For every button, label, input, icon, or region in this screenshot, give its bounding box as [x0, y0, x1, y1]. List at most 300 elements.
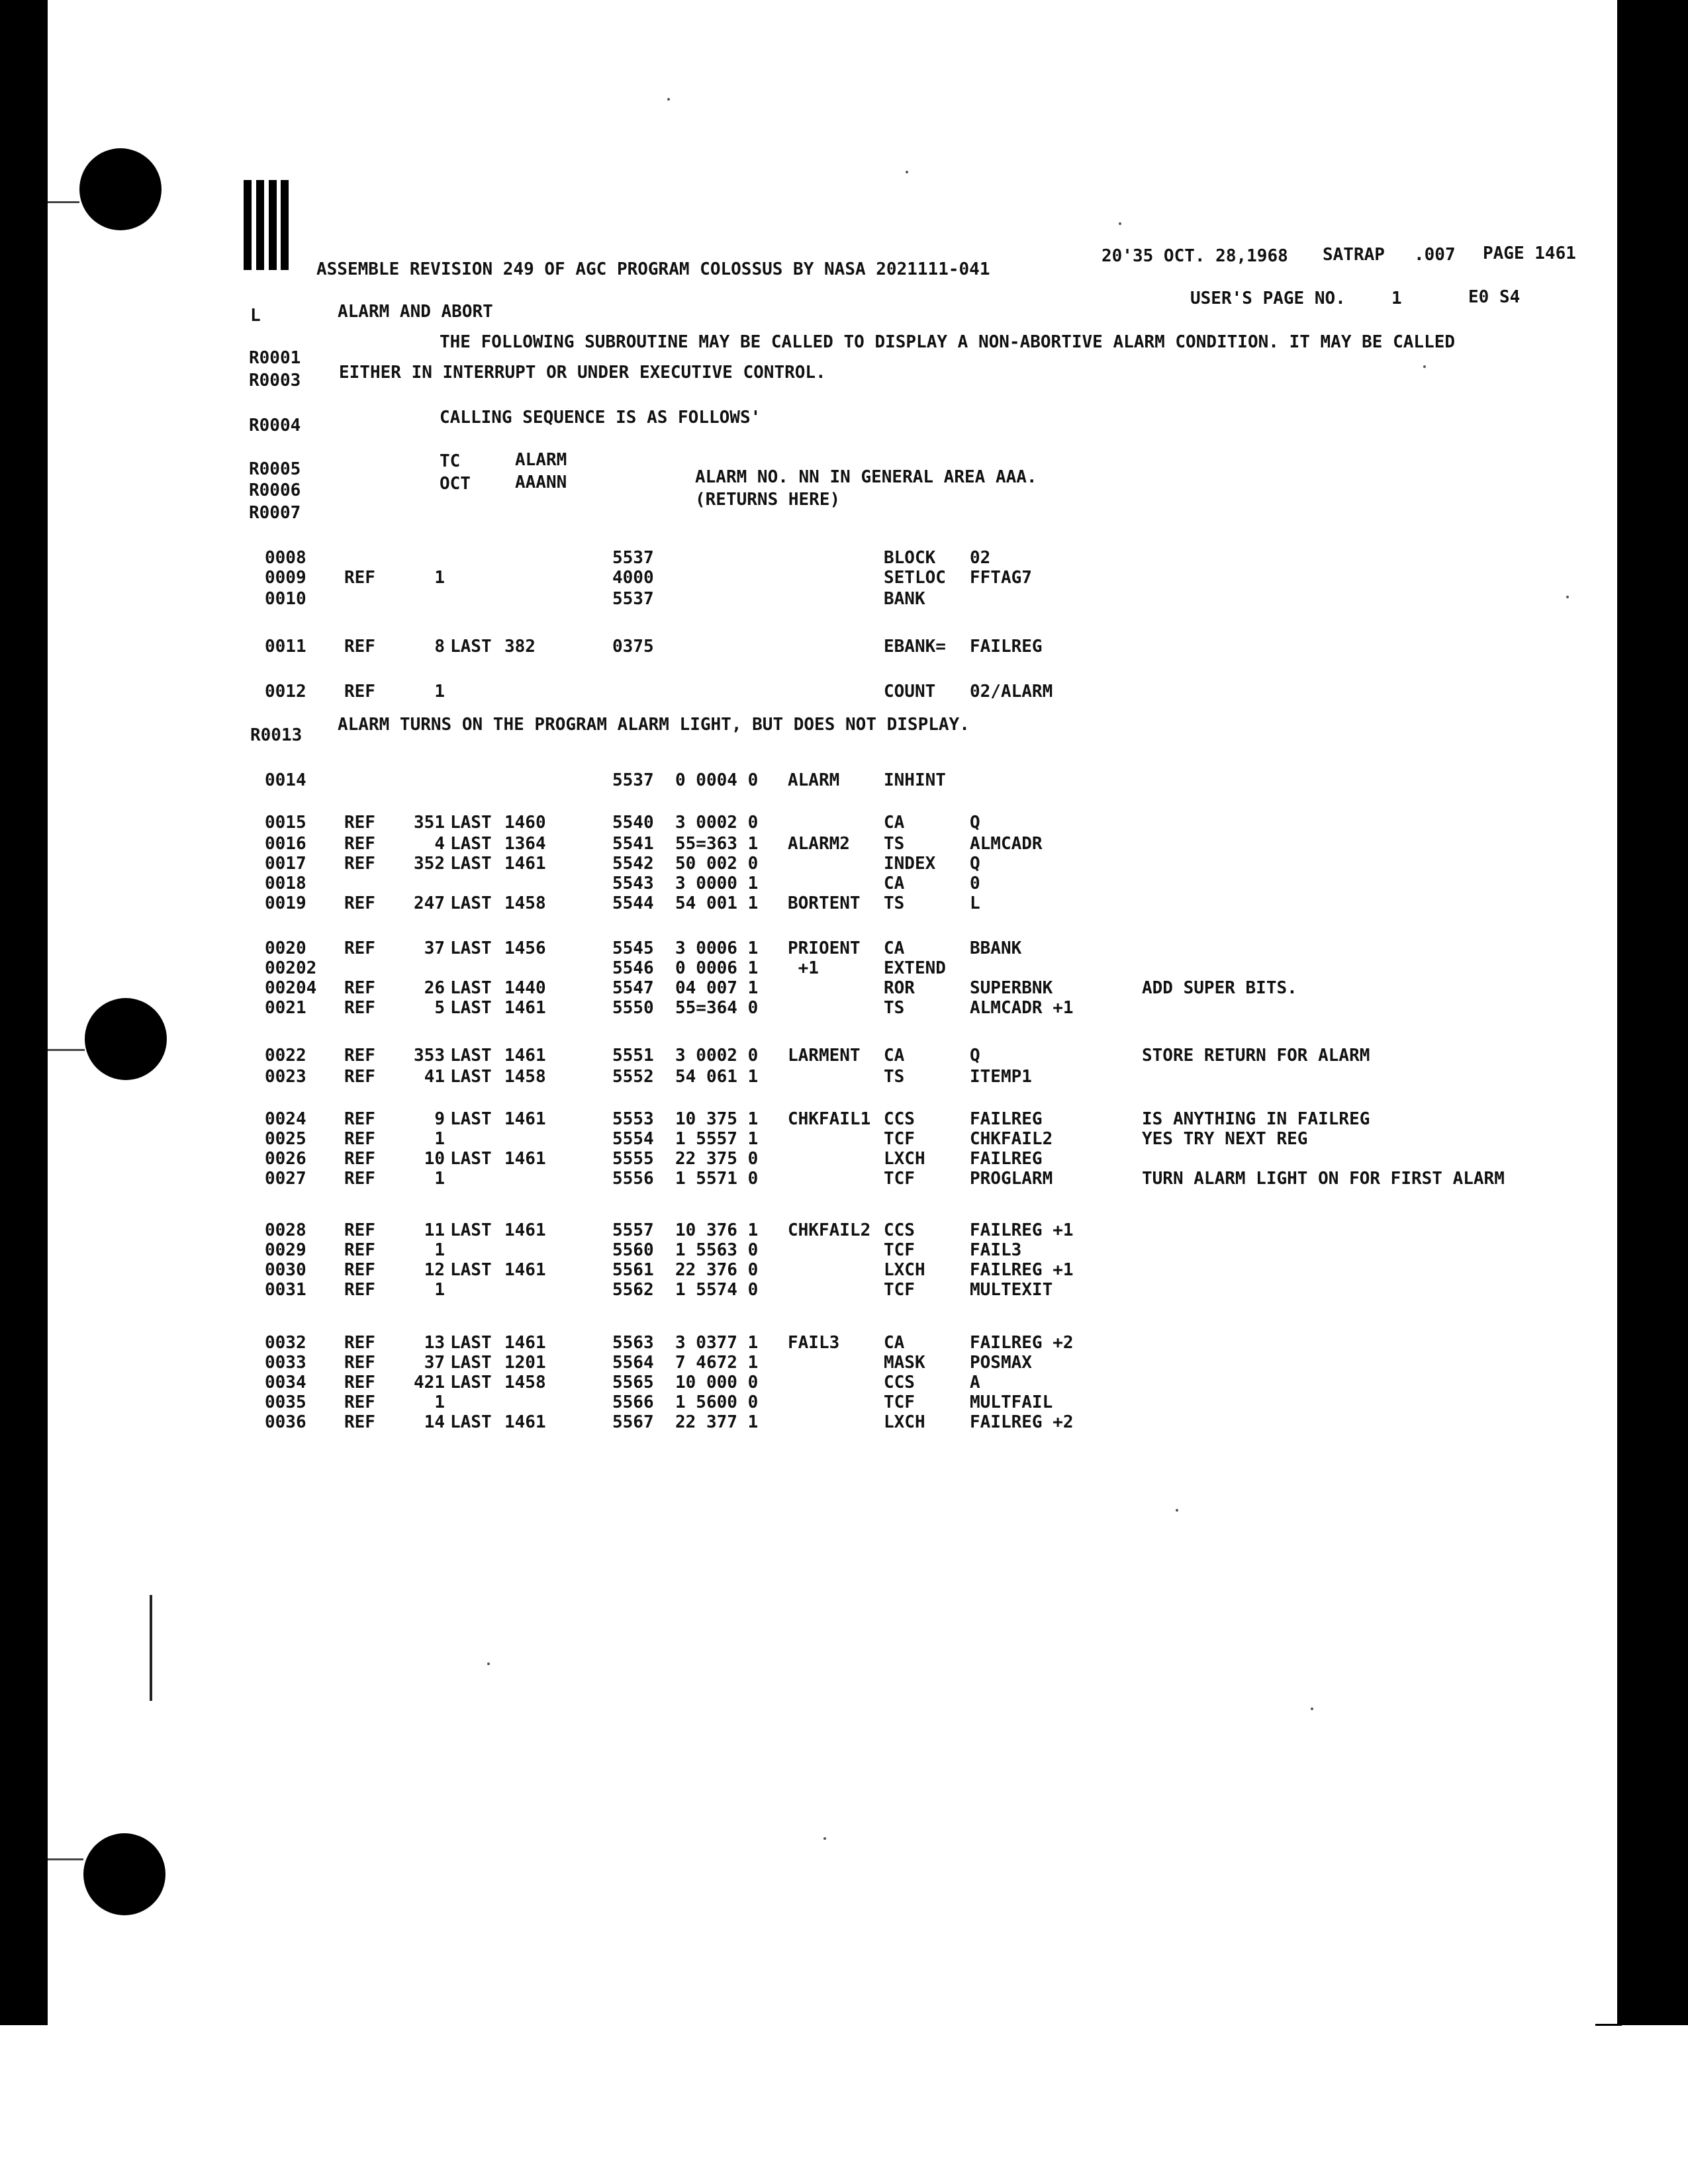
listing-op: EXTEND — [884, 958, 946, 978]
listing-row — [0, 682, 1688, 704]
listing-op: TS — [884, 998, 905, 1018]
listing-word: 04 007 1 — [675, 978, 759, 998]
listing-seq: 0017 — [265, 854, 306, 874]
listing-op: BANK — [884, 589, 925, 609]
listing-last: LAST — [450, 1220, 492, 1240]
listing-operand: BBANK — [970, 938, 1022, 958]
listing-seq: 0011 — [265, 637, 306, 657]
listing-row — [0, 1046, 1688, 1068]
listing-last: LAST — [450, 854, 492, 874]
listing-row — [0, 874, 1688, 896]
listing-row — [0, 1373, 1688, 1395]
punch-line-bottom — [48, 1858, 83, 1860]
listing-refn: 1 — [434, 568, 445, 588]
listing-version: .007 — [1414, 245, 1456, 265]
listing-last: LAST — [450, 998, 492, 1018]
listing-op: INDEX — [884, 854, 936, 874]
listing-comment: TURN ALARM LIGHT ON FOR FIRST ALARM — [1142, 1169, 1505, 1189]
listing-row — [0, 548, 1688, 570]
listing-lastn: 1461 — [504, 1333, 546, 1353]
listing-addr: 5561 — [612, 1260, 654, 1280]
listing-op: LXCH — [884, 1149, 925, 1169]
listing-row — [0, 1220, 1688, 1243]
listing-lastn: 1458 — [504, 893, 546, 913]
listing-addr: 5544 — [612, 893, 654, 913]
listing-operand: FAILREG +2 — [970, 1333, 1074, 1353]
listing-addr: 5551 — [612, 1046, 654, 1066]
listing-lastn: 1458 — [504, 1067, 546, 1087]
listing-seq: 0015 — [265, 813, 306, 833]
remark-text: EITHER IN INTERRUPT OR UNDER EXECUTIVE CONTROL. — [339, 363, 826, 383]
listing-word: 3 0002 0 — [675, 1046, 759, 1066]
listing-refn: 1 — [434, 1392, 445, 1412]
listing-op: ROR — [884, 978, 915, 998]
listing-last: LAST — [450, 1353, 492, 1373]
listing-refn: 37 — [424, 938, 445, 958]
listing-seq: 0031 — [265, 1280, 306, 1300]
listing-addr: 5556 — [612, 1169, 654, 1189]
calling-sequence-oct: OCT — [440, 474, 471, 494]
listing-ref: REF — [344, 1280, 375, 1300]
listing-last: LAST — [450, 637, 492, 657]
listing-op: TS — [884, 1067, 905, 1087]
listing-operand: FAILREG — [970, 1149, 1043, 1169]
listing-addr: 5567 — [612, 1412, 654, 1432]
listing-row — [0, 958, 1688, 981]
listing-addr: 5566 — [612, 1392, 654, 1412]
listing-seq: 0008 — [265, 548, 306, 568]
listing-label: +1 — [788, 958, 819, 978]
listing-refn: 9 — [434, 1109, 445, 1129]
listing-last: LAST — [450, 1109, 492, 1129]
listing-label: BORTENT — [788, 893, 861, 913]
scan-speck — [906, 171, 908, 173]
remark-text: ALARM TURNS ON THE PROGRAM ALARM LIGHT, BUT DOES NOT DISPLAY. — [338, 715, 970, 735]
listing-refn: 10 — [424, 1149, 445, 1169]
listing-addr: 5537 — [612, 589, 654, 609]
listing-ref: REF — [344, 1129, 375, 1149]
listing-ref: REF — [344, 1353, 375, 1373]
listing-ref: REF — [344, 682, 375, 702]
remark-text: CALLING SEQUENCE IS AS FOLLOWS' — [440, 408, 761, 428]
listing-ref: REF — [344, 1260, 375, 1280]
listing-refn: 37 — [424, 1353, 445, 1373]
listing-op: TS — [884, 893, 905, 913]
listing-ref: REF — [344, 893, 375, 913]
listing-ref: REF — [344, 1067, 375, 1087]
listing-operand: ITEMP1 — [970, 1067, 1032, 1087]
listing-row — [0, 813, 1688, 835]
calling-sequence-tc: TC — [440, 451, 461, 471]
listing-ref: REF — [344, 1169, 375, 1189]
listing-seq: 0033 — [265, 1353, 306, 1373]
listing-seq: 0012 — [265, 682, 306, 702]
listing-last: LAST — [450, 1067, 492, 1087]
remark-seq: R0007 — [249, 503, 301, 523]
listing-ref: REF — [344, 978, 375, 998]
listing-row — [0, 568, 1688, 590]
listing-last: LAST — [450, 1046, 492, 1066]
listing-ref: REF — [344, 1109, 375, 1129]
punch-line-top — [48, 201, 79, 203]
listing-user: SATRAP — [1323, 245, 1385, 265]
scan-speck — [1566, 596, 1569, 598]
punch-hole-top — [79, 148, 162, 230]
listing-operand: SUPERBNK — [970, 978, 1053, 998]
listing-row — [0, 637, 1688, 659]
listing-word: 54 001 1 — [675, 893, 759, 913]
listing-seq: 0034 — [265, 1373, 306, 1392]
listing-word: 0 0006 1 — [675, 958, 759, 978]
listing-op: LXCH — [884, 1412, 925, 1432]
listing-seq: 0014 — [265, 770, 306, 790]
listing-row — [0, 1169, 1688, 1191]
listing-row — [0, 938, 1688, 961]
listing-op: CCS — [884, 1109, 915, 1129]
scan-speck — [667, 98, 670, 101]
listing-word: 22 376 0 — [675, 1260, 759, 1280]
listing-last: LAST — [450, 1260, 492, 1280]
listing-word: 7 4672 1 — [675, 1353, 759, 1373]
listing-addr: 5553 — [612, 1109, 654, 1129]
listing-lastn: 1461 — [504, 1220, 546, 1240]
listing-word: 22 375 0 — [675, 1149, 759, 1169]
listing-ref: REF — [344, 1392, 375, 1412]
listing-op: TCF — [884, 1240, 915, 1260]
listing-addr: 5555 — [612, 1149, 654, 1169]
listing-row — [0, 834, 1688, 856]
listing-ref: REF — [344, 1220, 375, 1240]
listing-word: 10 000 0 — [675, 1373, 759, 1392]
listing-row — [0, 1392, 1688, 1415]
listing-seq: 00204 — [265, 978, 317, 998]
listing-addr: 5554 — [612, 1129, 654, 1149]
listing-op: TCF — [884, 1392, 915, 1412]
remark-seq: R0006 — [249, 480, 301, 500]
listing-operand: 02 — [970, 548, 991, 568]
listing-seq: 0032 — [265, 1333, 306, 1353]
listing-refn: 1 — [434, 682, 445, 702]
listing-row — [0, 978, 1688, 1001]
line-type-marker: L — [250, 306, 261, 326]
listing-ref: REF — [344, 1046, 375, 1066]
listing-word: 3 0002 0 — [675, 813, 759, 833]
listing-seq: 0027 — [265, 1169, 306, 1189]
listing-start-marker — [244, 180, 290, 270]
listing-row — [0, 770, 1688, 793]
listing-op: INHINT — [884, 770, 946, 790]
listing-addr: 5560 — [612, 1240, 654, 1260]
listing-refn: 1 — [434, 1129, 445, 1149]
listing-operand: POSMAX — [970, 1353, 1032, 1373]
listing-seq: 0019 — [265, 893, 306, 913]
listing-lastn: 1456 — [504, 938, 546, 958]
remark-seq: R0003 — [249, 371, 301, 390]
listing-ref: REF — [344, 854, 375, 874]
listing-addr: 5557 — [612, 1220, 654, 1240]
listing-refn: 353 — [414, 1046, 445, 1066]
listing-label: CHKFAIL1 — [788, 1109, 871, 1129]
scan-speck — [823, 1837, 826, 1840]
listing-addr: 5552 — [612, 1067, 654, 1087]
listing-lastn: 1460 — [504, 813, 546, 833]
listing-row — [0, 854, 1688, 876]
listing-op: TCF — [884, 1169, 915, 1189]
listing-row — [0, 1260, 1688, 1283]
section-code: E0 S4 — [1468, 287, 1521, 307]
listing-last: LAST — [450, 834, 492, 854]
user-page-number: 1 — [1391, 289, 1402, 308]
listing-operand: FAIL3 — [970, 1240, 1022, 1260]
user-page-label: USER'S PAGE NO. — [1190, 289, 1346, 308]
listing-operand: CHKFAIL2 — [970, 1129, 1053, 1149]
listing-op: CA — [884, 938, 905, 958]
listing-ref: REF — [344, 813, 375, 833]
listing-operand: FAILREG — [970, 1109, 1043, 1129]
listing-seq: 0023 — [265, 1067, 306, 1087]
listing-refn: 1 — [434, 1169, 445, 1189]
listing-seq: 0030 — [265, 1260, 306, 1280]
listing-word: 10 375 1 — [675, 1109, 759, 1129]
listing-title: ASSEMBLE REVISION 249 OF AGC PROGRAM COLOSSUS BY NASA 2021111-041 — [316, 259, 990, 279]
listing-addr: 5565 — [612, 1373, 654, 1392]
listing-seq: 0022 — [265, 1046, 306, 1066]
listing-row — [0, 1280, 1688, 1302]
listing-row — [0, 1149, 1688, 1171]
listing-op: COUNT — [884, 682, 936, 702]
listing-lastn: 1440 — [504, 978, 546, 998]
listing-seq: 0036 — [265, 1412, 306, 1432]
listing-word: 1 5600 0 — [675, 1392, 759, 1412]
listing-op: TS — [884, 834, 905, 854]
listing-op: SETLOC — [884, 568, 946, 588]
listing-word: 1 5574 0 — [675, 1280, 759, 1300]
listing-row — [0, 1240, 1688, 1263]
listing-operand: FFTAG7 — [970, 568, 1032, 588]
listing-op: CA — [884, 1046, 905, 1066]
listing-ref: REF — [344, 1240, 375, 1260]
listing-op: TCF — [884, 1280, 915, 1300]
listing-refn: 1 — [434, 1240, 445, 1260]
listing-operand: 0 — [970, 874, 980, 893]
listing-addr: 5542 — [612, 854, 654, 874]
listing-word: 1 5557 1 — [675, 1129, 759, 1149]
listing-refn: 41 — [424, 1067, 445, 1087]
listing-addr: 5541 — [612, 834, 654, 854]
listing-operand: Q — [970, 1046, 980, 1066]
listing-op: CCS — [884, 1373, 915, 1392]
listing-op: EBANK= — [884, 637, 946, 657]
listing-row — [0, 893, 1688, 916]
listing-refn: 14 — [424, 1412, 445, 1432]
listing-ref: REF — [344, 998, 375, 1018]
listing-op: BLOCK — [884, 548, 936, 568]
listing-op: TCF — [884, 1129, 915, 1149]
listing-operand: MULTFAIL — [970, 1392, 1053, 1412]
listing-op: LXCH — [884, 1260, 925, 1280]
section-title: ALARM AND ABORT — [338, 302, 493, 322]
scan-speck — [487, 1662, 490, 1665]
listing-seq: 0035 — [265, 1392, 306, 1412]
listing-ref: REF — [344, 1373, 375, 1392]
listing-operand: L — [970, 893, 980, 913]
listing-refn: 11 — [424, 1220, 445, 1240]
calling-sequence-alarm: ALARM — [515, 450, 567, 470]
listing-lastn: 1461 — [504, 1149, 546, 1169]
corner-mark — [1595, 2024, 1622, 2026]
listing-ref: REF — [344, 637, 375, 657]
remark-seq: R0001 — [249, 348, 301, 368]
listing-last: LAST — [450, 1412, 492, 1432]
listing-seq: 0028 — [265, 1220, 306, 1240]
listing-row — [0, 1333, 1688, 1355]
listing-lastn: 1201 — [504, 1353, 546, 1373]
listing-operand: MULTEXIT — [970, 1280, 1053, 1300]
listing-last: LAST — [450, 893, 492, 913]
listing-lastn: 1461 — [504, 998, 546, 1018]
listing-operand: Q — [970, 854, 980, 874]
listing-row — [0, 1353, 1688, 1375]
listing-word: 1 5563 0 — [675, 1240, 759, 1260]
listing-lastn: 1461 — [504, 1046, 546, 1066]
listing-seq: 0020 — [265, 938, 306, 958]
listing-operand: ALMCADR +1 — [970, 998, 1074, 1018]
listing-op: CA — [884, 1333, 905, 1353]
listing-lastn: 1461 — [504, 1109, 546, 1129]
listing-refn: 13 — [424, 1333, 445, 1353]
scan-speck — [1119, 222, 1121, 225]
listing-row — [0, 1129, 1688, 1152]
listing-op: CA — [884, 813, 905, 833]
listing-lastn: 1461 — [504, 854, 546, 874]
punch-hole-bottom — [83, 1833, 165, 1915]
listing-last: LAST — [450, 1373, 492, 1392]
listing-addr: 5563 — [612, 1333, 654, 1353]
listing-operand: ALMCADR — [970, 834, 1043, 854]
margin-mark — [150, 1595, 152, 1701]
listing-addr: 5537 — [612, 770, 654, 790]
listing-label: PRIOENT — [788, 938, 861, 958]
listing-lastn: 1458 — [504, 1373, 546, 1392]
listing-addr: 5543 — [612, 874, 654, 893]
listing-word: 22 377 1 — [675, 1412, 759, 1432]
listing-last: LAST — [450, 813, 492, 833]
listing-label: ALARM — [788, 770, 840, 790]
listing-comment: IS ANYTHING IN FAILREG — [1142, 1109, 1370, 1129]
listing-word: 55=363 1 — [675, 834, 759, 854]
listing-word: 3 0000 1 — [675, 874, 759, 893]
listing-word: 0 0004 0 — [675, 770, 759, 790]
listing-addr: 5540 — [612, 813, 654, 833]
listing-addr: 5562 — [612, 1280, 654, 1300]
listing-word: 55=364 0 — [675, 998, 759, 1018]
listing-refn: 5 — [434, 998, 445, 1018]
listing-label: FAIL3 — [788, 1333, 840, 1353]
listing-refn: 247 — [414, 893, 445, 913]
listing-refn: 8 — [434, 637, 445, 657]
listing-last: LAST — [450, 938, 492, 958]
listing-operand: 02/ALARM — [970, 682, 1053, 702]
listing-operand: FAILREG — [970, 637, 1043, 657]
scan-speck — [1311, 1707, 1313, 1710]
calling-sequence-aaann: AAANN — [515, 473, 567, 492]
listing-label: ALARM2 — [788, 834, 850, 854]
listing-label: CHKFAIL2 — [788, 1220, 871, 1240]
listing-refn: 4 — [434, 834, 445, 854]
listing-operand: A — [970, 1373, 980, 1392]
listing-word: 3 0006 1 — [675, 938, 759, 958]
listing-operand: FAILREG +2 — [970, 1412, 1074, 1432]
remark-seq: R0013 — [250, 725, 303, 745]
listing-seq: 0010 — [265, 589, 306, 609]
listing-addr: 5546 — [612, 958, 654, 978]
listing-seq: 0016 — [265, 834, 306, 854]
listing-ref: REF — [344, 568, 375, 588]
listing-seq: 0009 — [265, 568, 306, 588]
listing-addr: 4000 — [612, 568, 654, 588]
listing-word: 54 061 1 — [675, 1067, 759, 1087]
remark-text: (RETURNS HERE) — [695, 490, 841, 510]
listing-addr: 5564 — [612, 1353, 654, 1373]
listing-seq: 0018 — [265, 874, 306, 893]
listing-operand: FAILREG +1 — [970, 1260, 1074, 1280]
listing-addr: 5537 — [612, 548, 654, 568]
listing-ref: REF — [344, 1412, 375, 1432]
listing-label: LARMENT — [788, 1046, 861, 1066]
listing-ref: REF — [344, 834, 375, 854]
listing-lastn: 1461 — [504, 1260, 546, 1280]
listing-lastn: 1461 — [504, 1412, 546, 1432]
listing-ref: REF — [344, 938, 375, 958]
listing-row — [0, 1412, 1688, 1435]
listing-comment: ADD SUPER BITS. — [1142, 978, 1297, 998]
listing-row — [0, 998, 1688, 1021]
listing-op: CCS — [884, 1220, 915, 1240]
remark-seq: R0005 — [249, 459, 301, 479]
listing-addr: 0375 — [612, 637, 654, 657]
listing-ref: REF — [344, 1149, 375, 1169]
scan-speck — [1176, 1509, 1178, 1512]
listing-lastn: 1364 — [504, 834, 546, 854]
listing-operand: FAILREG +1 — [970, 1220, 1074, 1240]
listing-refn: 12 — [424, 1260, 445, 1280]
listing-op: CA — [884, 874, 905, 893]
listing-refn: 26 — [424, 978, 445, 998]
remark-seq: R0004 — [249, 416, 301, 435]
listing-row — [0, 1067, 1688, 1089]
listing-seq: 00202 — [265, 958, 317, 978]
listing-addr: 5550 — [612, 998, 654, 1018]
listing-timestamp: 20'35 OCT. 28,1968 — [1102, 246, 1288, 266]
listing-last: LAST — [450, 978, 492, 998]
listing-comment: YES TRY NEXT REG — [1142, 1129, 1308, 1149]
remark-text: ALARM NO. NN IN GENERAL AREA AAA. — [695, 467, 1037, 487]
remark-text: THE FOLLOWING SUBROUTINE MAY BE CALLED TO DISPLAY A NON-ABORTIVE ALARM CONDITION. IT MAY BE CALLED — [440, 332, 1456, 352]
listing-refn: 351 — [414, 813, 445, 833]
listing-refn: 421 — [414, 1373, 445, 1392]
listing-operand: PROGLARM — [970, 1169, 1053, 1189]
listing-word: 3 0377 1 — [675, 1333, 759, 1353]
listing-ref: REF — [344, 1333, 375, 1353]
listing-seq: 0025 — [265, 1129, 306, 1149]
listing-last: LAST — [450, 1149, 492, 1169]
listing-seq: 0029 — [265, 1240, 306, 1260]
listing-word: 1 5571 0 — [675, 1169, 759, 1189]
listing-operand: Q — [970, 813, 980, 833]
listing-addr: 5547 — [612, 978, 654, 998]
listing-word: 50 002 0 — [675, 854, 759, 874]
listing-row — [0, 589, 1688, 612]
